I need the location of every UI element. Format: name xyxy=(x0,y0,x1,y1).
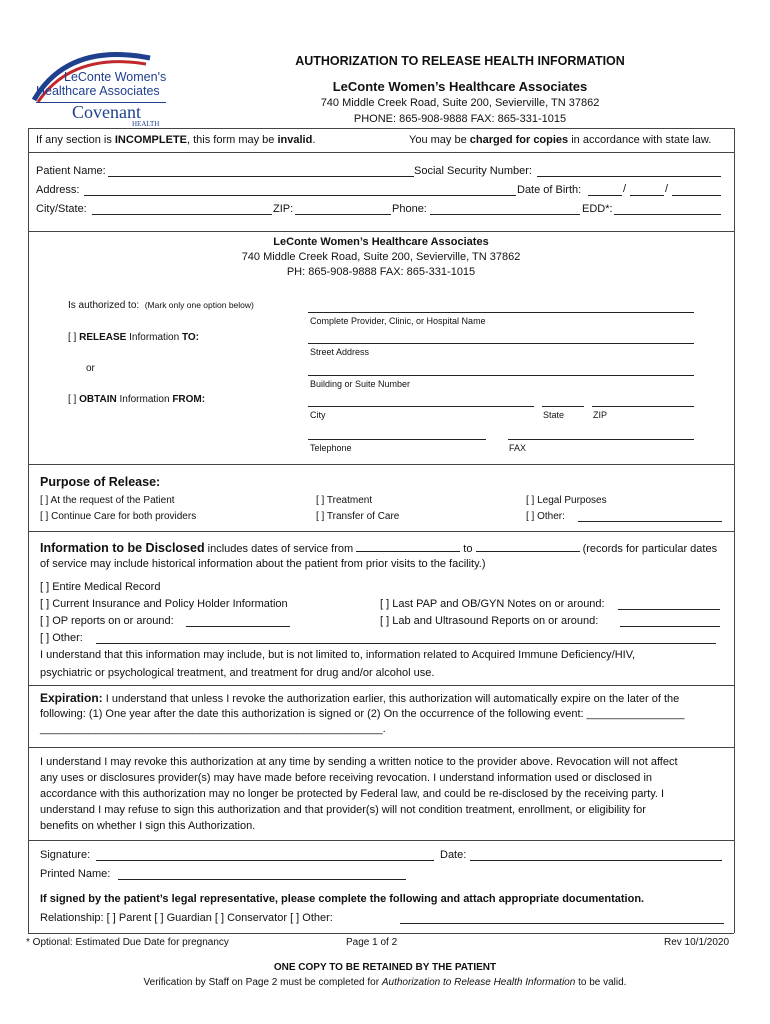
release-option[interactable]: [ ] RELEASE Information TO: xyxy=(68,332,199,343)
address-label: Address: xyxy=(36,184,80,196)
provider-state-field[interactable] xyxy=(542,406,584,407)
state-caption: State xyxy=(543,410,565,420)
purpose-treatment[interactable]: [ ] Treatment xyxy=(316,495,373,506)
zip-field[interactable] xyxy=(295,214,391,215)
printed-name-label: Printed Name: xyxy=(40,868,111,880)
logo-org-line2: Healthcare Associates xyxy=(36,84,160,98)
provider-org: LeConte Women’s Healthcare Associates xyxy=(273,236,489,248)
dob-month-field[interactable] xyxy=(588,195,622,196)
telephone-caption: Telephone xyxy=(310,443,352,453)
provider-name-field[interactable] xyxy=(308,312,694,313)
phone-field[interactable] xyxy=(430,214,580,215)
disclosed-line2: of service may include historical information about the patient from prior visits to the facility.) xyxy=(40,558,486,570)
disclosed-line1: Information to be Disclosed includes dates of service from to (records for particular dates xyxy=(40,541,718,555)
fax-field[interactable] xyxy=(508,439,694,440)
incomplete-notice: If any section is INCOMPLETE, this form may be invalid. xyxy=(36,134,316,146)
retain-copy-note: ONE COPY TO BE RETAINED BY THE PATIENT xyxy=(273,962,497,973)
city-state-field[interactable] xyxy=(92,214,272,215)
purpose-patient-request[interactable]: [ ] At the request of the Patient xyxy=(40,495,175,506)
date-label: Date: xyxy=(440,849,467,861)
dob-day-field[interactable] xyxy=(630,195,664,196)
edd-field[interactable] xyxy=(614,214,721,215)
revoke-line2: any uses or disclosures provider(s) may have made before receiving revocation. I understand information used or disclosed in xyxy=(40,772,653,784)
relationship-options[interactable]: Relationship: [ ] Parent [ ] Guardian [ ] Conservator [ ] Other: xyxy=(40,912,333,924)
disclosed-entire-record[interactable]: [ ] Entire Medical Record xyxy=(40,581,161,593)
copies-notice: You may be charged for copies in accordance with state law. xyxy=(409,134,712,146)
disclosed-understand: I understand that this information may include, but is not limited to, information related to Acquired Immune Deficiency/HIV, xyxy=(40,649,636,661)
building-field[interactable] xyxy=(308,375,694,376)
purpose-legal[interactable]: [ ] Legal Purposes xyxy=(526,495,607,506)
disclosed-lab-reports[interactable]: [ ] Lab and Ultrasound Reports on or around: xyxy=(380,615,599,627)
edd-label: EDD*: xyxy=(582,203,613,215)
provider-address: 740 Middle Creek Road, Suite 200, Sevierville, TN 37862 xyxy=(241,251,521,263)
patient-name-field[interactable] xyxy=(108,176,414,177)
revoke-line3: accordance with this authorization may no longer be protected by Federal law, and could be re-disclosed by the receiving party. I xyxy=(40,788,665,800)
ssn-field[interactable] xyxy=(537,176,721,177)
revoke-line1: I understand I may revoke this authorization at any time by sending a written notice to the provider above. Revocation will not affect xyxy=(40,756,678,768)
building-caption: Building or Suite Number xyxy=(310,379,411,389)
dob-year-field[interactable] xyxy=(672,195,721,196)
representative-note: If signed by the patient’s legal representative, please complete the following and attach appropriate documentation. xyxy=(40,893,645,905)
patient-name-label: Patient Name: xyxy=(36,165,106,177)
header-org: LeConte Women’s Healthcare Associates xyxy=(332,79,588,94)
revoke-line4: understand I may refuse to sign this authorization and that provider(s) will not condition treatment, enrollment, or eligibility for xyxy=(40,804,646,816)
expiration-line2: following: (1) One year after the date this authorization is signed or (2) On the occurrence of the following event: ________________ xyxy=(40,708,685,720)
purpose-other-field[interactable] xyxy=(578,521,722,522)
disclosed-understand2: psychiatric or psychological treatment, and treatment for drug and/or alcohol use. xyxy=(40,667,435,679)
page-title: AUTHORIZATION TO RELEASE HEALTH INFORMATION xyxy=(295,54,625,68)
street-field[interactable] xyxy=(308,343,694,344)
page-number: Page 1 of 2 xyxy=(346,937,398,948)
disclosed-other-field[interactable] xyxy=(96,643,716,644)
disclosed-insurance[interactable]: [ ] Current Insurance and Policy Holder Information xyxy=(40,598,288,610)
city-caption: City xyxy=(310,410,326,420)
verification-note: Verification by Staff on Page 2 must be completed for Authorization to Release Health Information to be valid. xyxy=(143,977,627,988)
fax-caption: FAX xyxy=(509,443,527,453)
dob-label: Date of Birth: xyxy=(517,184,582,196)
purpose-continue-care[interactable]: [ ] Continue Care for both providers xyxy=(40,511,197,522)
address-field[interactable] xyxy=(84,195,516,196)
revision-date: Rev 10/1/2020 xyxy=(664,937,730,948)
authorized-label: Is authorized to: (Mark only one option below) xyxy=(68,300,254,311)
telephone-field[interactable] xyxy=(308,439,486,440)
disclosed-other[interactable]: [ ] Other: xyxy=(40,632,83,644)
purpose-other[interactable]: [ ] Other: xyxy=(526,511,565,522)
edd-footnote: * Optional: Estimated Due Date for pregnancy xyxy=(26,937,229,948)
logo-org-line1: LeConte Women's xyxy=(64,70,167,84)
zip-label: ZIP: xyxy=(273,203,294,215)
provider-city-field[interactable] xyxy=(308,406,534,407)
provider-name-caption: Complete Provider, Clinic, or Hospital Name xyxy=(310,316,486,326)
pap-notes-field[interactable] xyxy=(618,609,720,610)
phone-label: Phone: xyxy=(392,203,427,215)
disclosed-op-reports[interactable]: [ ] OP reports on or around: xyxy=(40,615,174,627)
signature-field[interactable] xyxy=(96,860,434,861)
obtain-option[interactable]: [ ] OBTAIN Information FROM: xyxy=(68,394,206,405)
logo xyxy=(28,48,178,128)
header-phone-fax: PHONE: 865-908-9888 FAX: 865-331-1015 xyxy=(353,113,567,125)
expiration-line3: ________________________________________________________. xyxy=(40,723,386,735)
purpose-title: Purpose of Release: xyxy=(40,475,161,489)
op-reports-field[interactable] xyxy=(186,626,290,627)
signature-label: Signature: xyxy=(40,849,91,861)
logo-brand: Covenant xyxy=(72,102,141,122)
provider-zip-field[interactable] xyxy=(592,406,694,407)
relationship-other-field[interactable] xyxy=(400,923,724,924)
revoke-line5: benefits on whether I sign this Authorization. xyxy=(40,820,256,832)
printed-name-field[interactable] xyxy=(118,879,406,880)
expiration-line1: Expiration: I understand that unless I revoke the authorization earlier, this authorization will automatically expire on the later of the xyxy=(40,691,680,705)
provider-phone-fax: PH: 865-908-9888 FAX: 865-331-1015 xyxy=(286,266,476,278)
city-state-label: City/State: xyxy=(36,203,87,215)
disclosed-pap-notes[interactable]: [ ] Last PAP and OB/GYN Notes on or around: xyxy=(380,598,605,610)
header-address: 740 Middle Creek Road, Suite 200, Sevierville, TN 37862 xyxy=(320,97,600,109)
zip-caption: ZIP xyxy=(593,410,608,420)
ssn-label: Social Security Number: xyxy=(414,165,532,177)
or-label: or xyxy=(86,363,95,374)
purpose-transfer[interactable]: [ ] Transfer of Care xyxy=(316,511,400,522)
date-field[interactable] xyxy=(470,860,722,861)
lab-reports-field[interactable] xyxy=(620,626,720,627)
street-caption: Street Address xyxy=(310,347,370,357)
logo-brand-sub: HEALTH xyxy=(132,120,160,128)
